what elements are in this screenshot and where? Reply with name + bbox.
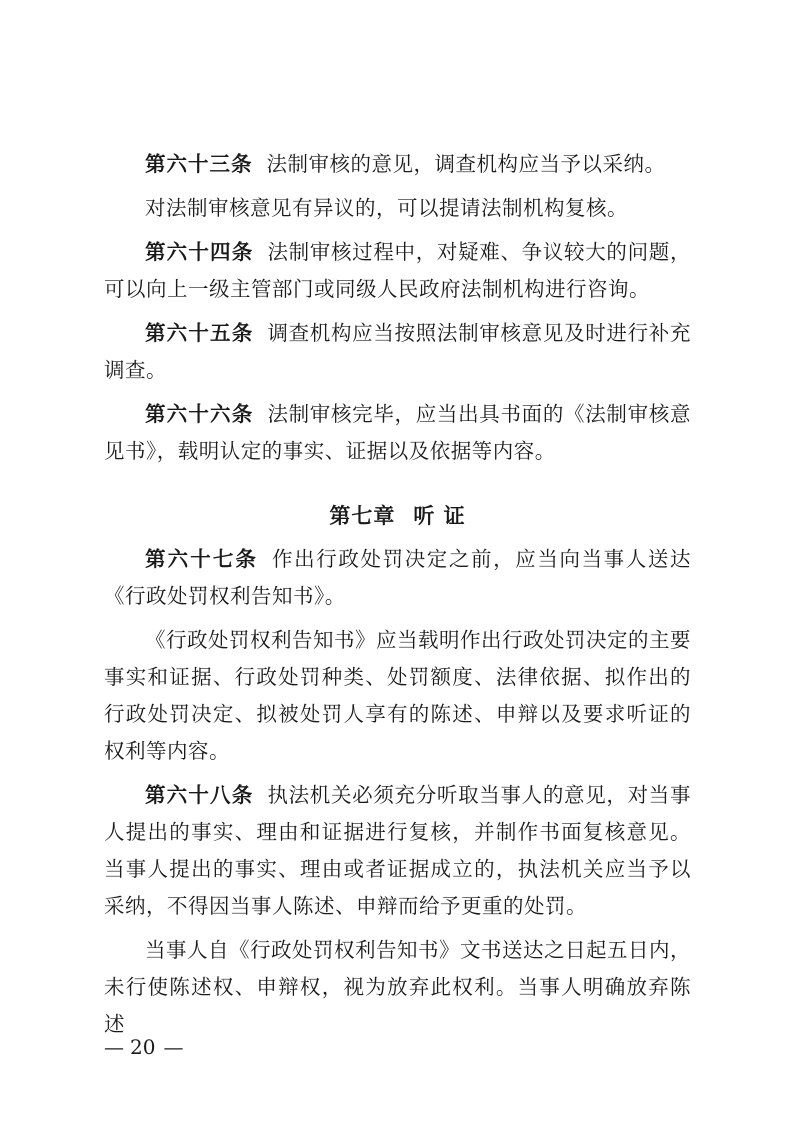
paragraph-text: 法制审核完毕，应当出具书面的《法制审核意见书》，载明认定的事实、证据以及依据等内容。 — [104, 402, 691, 463]
article-number: 第六十八条 — [145, 783, 254, 807]
article-number: 第六十七条 — [145, 547, 259, 571]
paragraph-article-63 — [104, 146, 691, 183]
paragraph-text: 法制审核过程中，对疑难、争议较大的问题，可以向上一级主管部门或同级人民政府法制机构进行咨询。 — [104, 240, 691, 301]
page-footer — [104, 1032, 181, 1062]
paragraph-article-68-cont — [104, 932, 691, 1043]
paragraph-article-65 — [104, 315, 691, 389]
paragraph-article-64 — [104, 234, 691, 308]
paragraph-text: 作出行政处罚决定之前，应当向当事人送达《行政处罚权利告知书》。 — [104, 547, 692, 608]
paragraph-text: 当事人自《行政处罚权利告知书》文书送达之日起五日内，未行使陈述权、申辩权，视为放弃此权利。当事人明确放弃陈述 — [104, 938, 691, 1036]
footer-dash-left: — — [104, 1035, 122, 1059]
paragraph-text: 调查机构应当按照法制审核意见及时进行补充调查。 — [104, 321, 691, 382]
paragraph-article-67-cont — [104, 622, 691, 770]
paragraph-article-68 — [104, 777, 691, 925]
article-number: 第六十三条 — [145, 152, 253, 176]
paragraph-text: 法制审核的意见，调查机构应当予以采纳。 — [266, 152, 666, 176]
paragraph-text: 对法制审核意见有异议的，可以提请法制机构复核。 — [145, 196, 628, 220]
paragraph-article-66 — [104, 396, 691, 470]
chapter-heading — [104, 498, 691, 535]
chapter-title: 听 证 — [413, 504, 466, 528]
paragraph-text: 《行政处罚权利告知书》应当载明作出行政处罚决定的主要事实和证据、行政处罚种类、处罚额度、法律依据、拟作出的行政处罚决定、拟被处罚人享有的陈述、申辩以及要求听证的权利等内容。 — [104, 628, 691, 763]
chapter-number: 第七章 — [329, 504, 396, 528]
paragraph-text: 执法机关必须充分听取当事人的意见，对当事人提出的事实、理由和证据进行复核，并制作书面复核意见。当事人提出的事实、理由或者证据成立的，执法机关应当予以采纳，不得因当事人陈述、申辩而给予更重的处罚。 — [104, 783, 691, 918]
article-number: 第六十四条 — [145, 240, 254, 264]
paragraph-article-63-cont — [104, 190, 691, 227]
paragraph-article-67 — [104, 541, 691, 615]
page-number: 20 — [130, 1035, 156, 1059]
document-body — [104, 146, 691, 1050]
article-number: 第六十六条 — [145, 402, 254, 426]
article-number: 第六十五条 — [145, 321, 254, 345]
footer-dash-right: — — [163, 1035, 182, 1059]
